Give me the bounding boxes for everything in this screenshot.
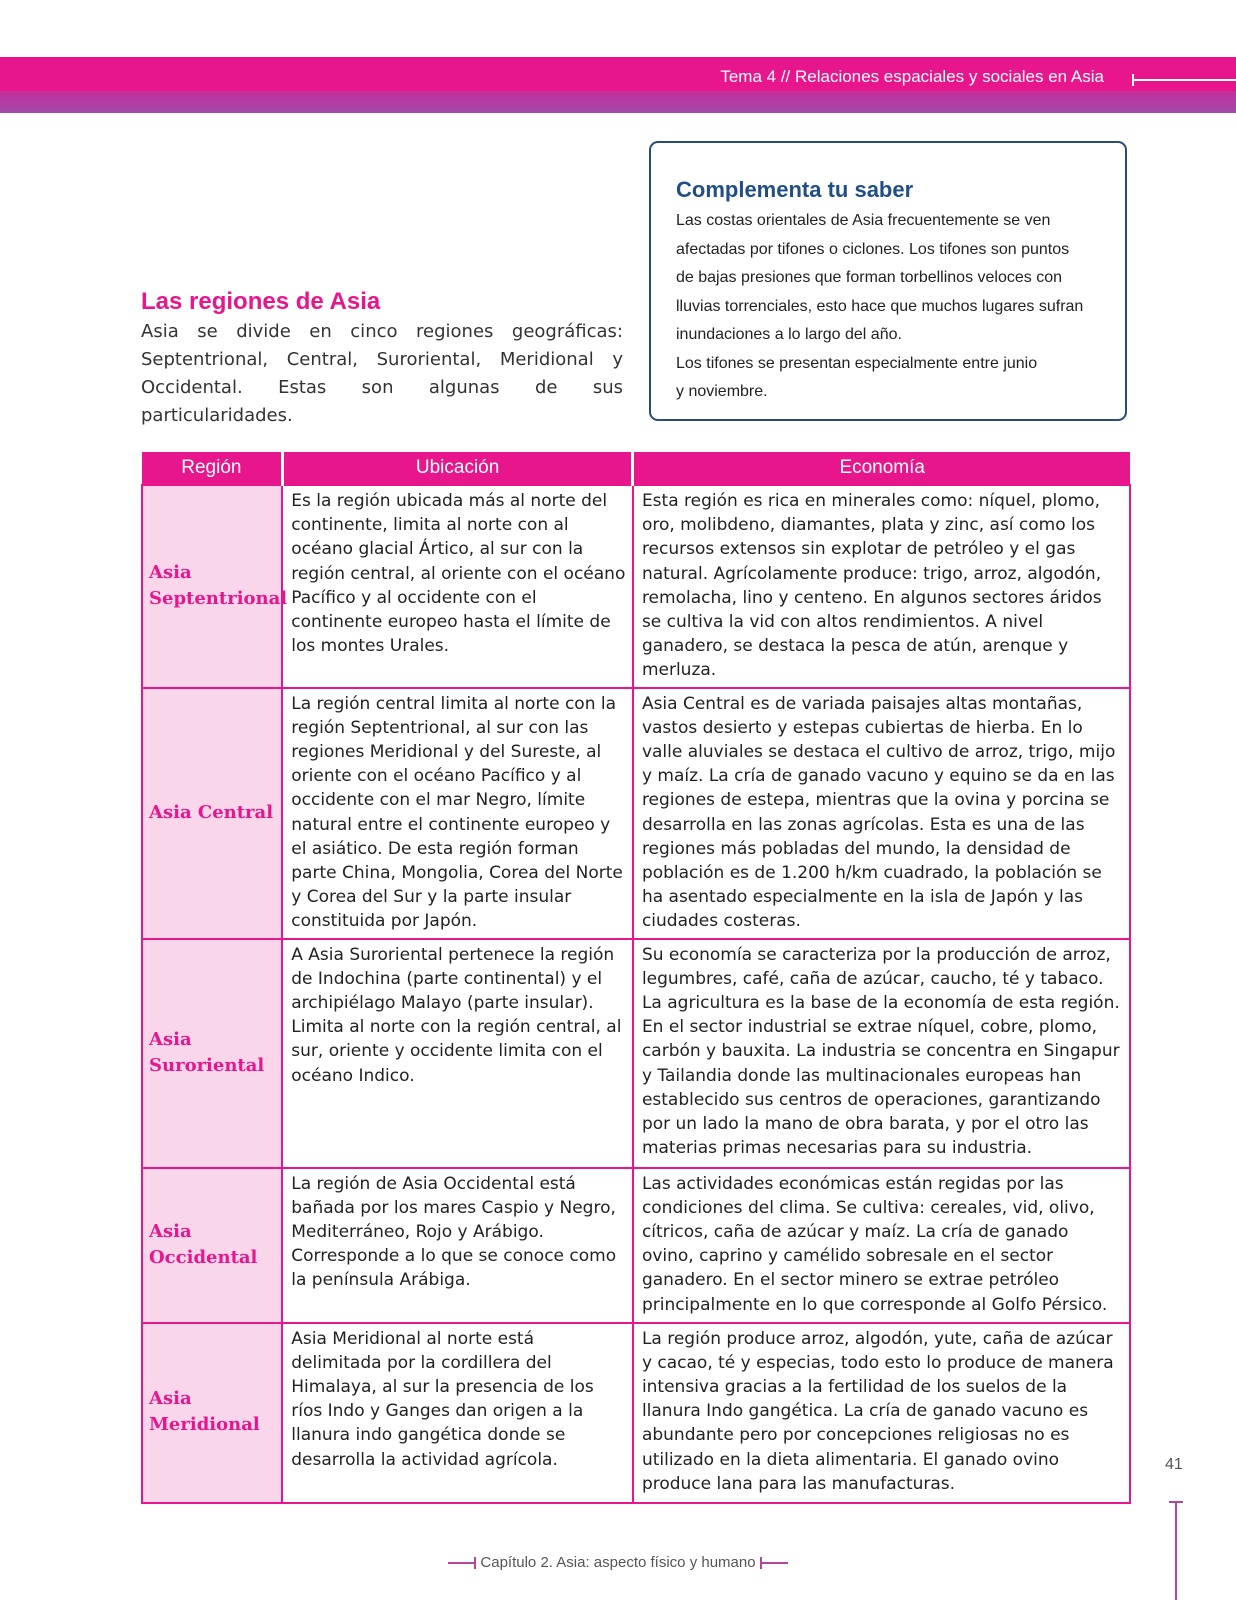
- callout-line: Los tifones se presentan especialmente entre junio: [676, 354, 1038, 372]
- callout-body: [676, 207, 1106, 407]
- footer-chapter-title: Asia: aspecto físico y humano: [556, 1554, 756, 1571]
- header-band-shadow: [0, 91, 1236, 113]
- region-cell: Asia Occidental: [142, 1168, 282, 1323]
- economia-cell: Esta región es rica en minerales como: níquel, plomo, oro, molibdeno, diamantes, plata y zinc, así como los recursos extensos sin explotar de petróleo y el gas natural. Agrícolamente produce: trigo, arroz, algodón, remolacha, lino y centeno. En algunos sectores áridos se cultiva la vid con altos rendimientos. A nivel ganadero, se destaca la pesca de atún, arenque y merluza.: [633, 485, 1130, 688]
- table-row: [142, 688, 1130, 939]
- ubicacion-cell: Asia Meridional al norte está delimitada por la cordillera del Himalaya, al sur la presencia de los ríos Indo y Ganges dan origen a la llanura indo gangética donde se desarrolla la actividad agrícola.: [282, 1323, 633, 1503]
- callout-line: Las costas orientales de Asia frecuentemente se ven: [676, 212, 1051, 229]
- column-header-region: Región: [142, 452, 282, 485]
- footer: [0, 1554, 1236, 1571]
- column-header-economia: Economía: [633, 452, 1130, 485]
- side-rule: [1175, 1502, 1177, 1600]
- economia-cell: Su economía se caracteriza por la producción de arroz, legumbres, café, caña de azúcar, caucho, té y tabaco. La agricultura es la base de la economía de esta región. En el sector industrial se extrae níquel, cobre, plomo, carbón y bauxita. La industria se concentra en Singapur y Tailandia donde las multinacionales europeas han establecido sus centros de operaciones, garantizando por un lado la mano de obra barata, y por el otro las materias primas necesarias para su industria.: [633, 939, 1130, 1168]
- table-row: [142, 485, 1130, 688]
- region-cell: Asia Septentrional: [142, 485, 282, 688]
- callout-line: de bajas presiones que forman torbellinos veloces con: [676, 269, 1063, 286]
- region-cell: Asia Central: [142, 688, 282, 939]
- callout-line: lluvias torrenciales, esto hace que muchos lugares sufran: [676, 297, 1084, 315]
- section-title: Las regiones de Asia: [141, 288, 381, 315]
- callout-line: inundaciones a lo largo del año.: [676, 326, 902, 343]
- page-number: 41: [1165, 1456, 1183, 1473]
- table-row: [142, 1323, 1130, 1503]
- callout-line: afectadas por tifones o ciclones. Los tifones son puntos: [676, 240, 1070, 258]
- footer-rule-left: [448, 1562, 476, 1564]
- regions-table: [141, 452, 1131, 1504]
- region-cell: Asia Suroriental: [142, 939, 282, 1168]
- callout-line: y noviembre.: [676, 383, 768, 400]
- region-cell: Asia Meridional: [142, 1323, 282, 1503]
- section-intro: Asia se divide en cinco regiones geográficas: Septentrional, Central, Suroriental, Meridional y Occidental. Estas son algunas de sus particularidades.: [141, 321, 623, 426]
- column-header-ubicacion: Ubicación: [282, 452, 633, 485]
- header-rule-tick: [1132, 74, 1134, 86]
- ubicacion-cell: La región central limita al norte con la región Septentrional, al sur con las regiones Meridional y del Sureste, al oriente con el océano Pacífico y al occidente con el mar Negro, límite natural entre el continente europeo y el asiático. De esta región forman parte China, Mongolia, Corea del Norte y Corea del Sur y la parte insular constituida por Japón.: [282, 688, 633, 939]
- ubicacion-cell: La región de Asia Occidental está bañada por los mares Caspio y Negro, Mediterráneo, Rojo y Arábigo. Corresponde a lo que se conoce como la península Arábiga.: [282, 1168, 633, 1323]
- table-row: [142, 939, 1130, 1168]
- table-row: [142, 1168, 1130, 1323]
- callout-title: Complementa tu saber: [676, 177, 914, 202]
- table-header-row: [142, 452, 1130, 485]
- ubicacion-cell: Es la región ubicada más al norte del continente, limita al norte con al océano glacial Ártico, al sur con la región central, al oriente con el océano Pacífico y al occidente con el continente europeo hasta el límite de los montes Urales.: [282, 485, 633, 688]
- economia-cell: Las actividades económicas están regidas por las condiciones del clima. Se cultiva: cereales, vid, olivo, cítricos, caña de azúcar y maíz. La cría de ganado ovino, caprino y camélido sobresale en el sector ganadero. En el sector minero se extrae petróleo principalmente en lo que corresponde al Golfo Pérsico.: [633, 1168, 1130, 1323]
- header-rule: [1132, 79, 1236, 81]
- footer-rule-right: [760, 1562, 788, 1564]
- economia-cell: Asia Central es de variada paisajes altas montañas, vastos desierto y estepas cubiertas de hierba. En lo valle aluviales se destaca el cultivo de arroz, trigo, mijo y maíz. La cría de ganado vacuno y equino se da en las regiones de estepa, mientras que la ovina y porcina se desarrolla en las zonas agrícolas. Esta es una de las regiones más pobladas del mundo, la densidad de población es de 1.200 h/km cuadrado, la población se ha asentado especialmente en la isla de Japón y las ciudades costeras.: [633, 688, 1130, 939]
- header-title: Tema 4 // Relaciones espaciales y sociales en Asia: [720, 67, 1104, 86]
- ubicacion-cell: A Asia Suroriental pertenece la región de Indochina (parte continental) y el archipiélago Malayo (parte insular). Limita al norte con la región central, al sur, oriente y occidente limita con el océano Indico.: [282, 939, 633, 1168]
- economia-cell: La región produce arroz, algodón, yute, caña de azúcar y cacao, té y especias, todo esto lo produce de manera intensiva gracias a la fertilidad de los suelos de la llanura Indo gangética. La cría de ganado vacuno es abundante pero por concepciones religiosas no es utilizado en la dieta alimentaria. El ganado ovino produce lana para las manufacturas.: [633, 1323, 1130, 1503]
- footer-chapter-label: Capítulo 2.: [480, 1554, 553, 1571]
